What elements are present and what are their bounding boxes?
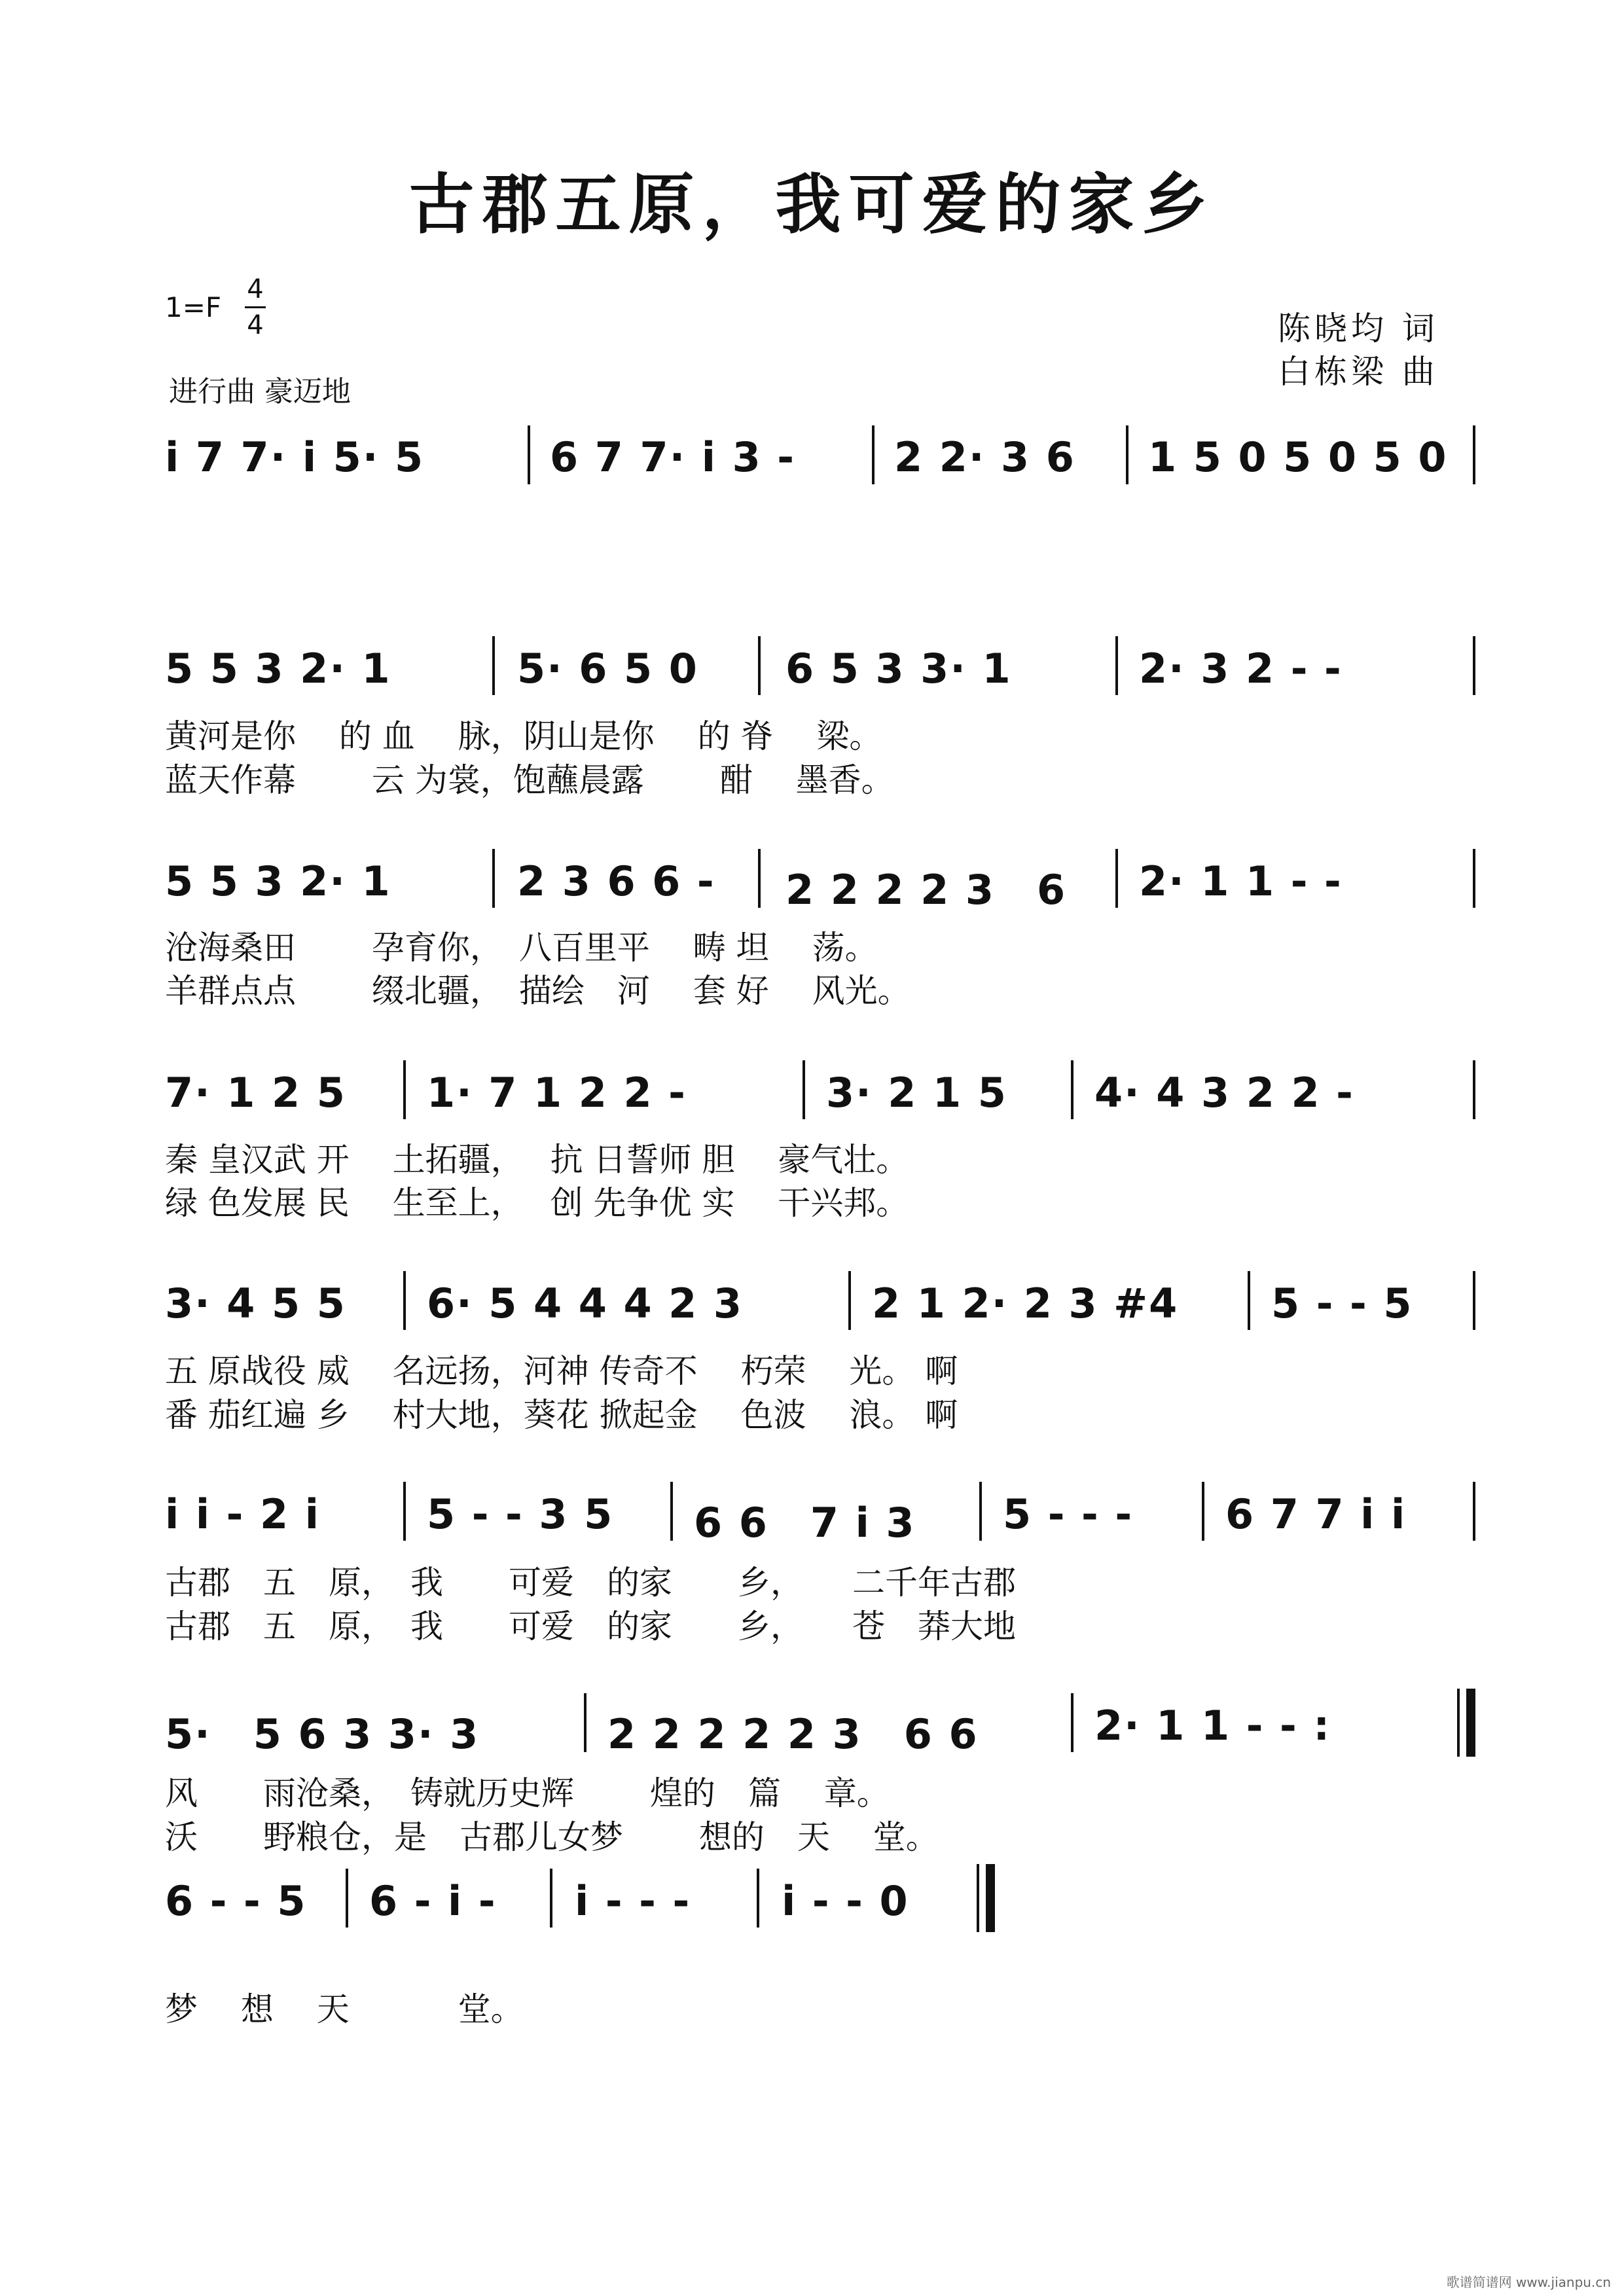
measure: 1· 7 1 2 2 -: [427, 1069, 687, 1117]
barline: [492, 636, 495, 695]
lyrics-verse-2: 羊群点点 缀北疆， 描绘 河 套 好 风光。: [165, 972, 911, 1010]
measure: 5 - - 3 5: [427, 1490, 614, 1538]
barline: [584, 1693, 586, 1752]
barline: [1473, 1060, 1475, 1119]
barline: [758, 636, 761, 695]
measure: 5 5 3 2· 1: [165, 645, 391, 692]
repeat-barline-thick: [1466, 1689, 1475, 1757]
lyrics-verse-2: 蓝天作幕 云 为裳，饱蘸晨露 酣 墨香。: [165, 761, 894, 799]
barline: [1473, 1271, 1475, 1330]
final-barline-thin: [977, 1864, 979, 1932]
measure: 2· 1 1 - -: [1139, 857, 1343, 905]
measure: 5 - - 5: [1271, 1280, 1413, 1327]
measure: 2 2 2 2 2 3 6 6: [607, 1710, 979, 1758]
barline: [1248, 1271, 1250, 1330]
composer-credit: 白栋梁 曲: [1278, 353, 1439, 391]
lyricist-credit: 陈晓均 词: [1278, 310, 1439, 348]
key-signature: 1=F: [165, 291, 222, 323]
barline: [1473, 849, 1475, 908]
barline: [1115, 849, 1118, 908]
barline: [1473, 1482, 1475, 1541]
measure: i i - 2 i: [165, 1490, 320, 1538]
measure: 2· 3 2 - -: [1139, 645, 1343, 692]
time-signature-bottom: 4: [247, 310, 264, 340]
repeat-barline-thin: [1457, 1689, 1460, 1757]
barline: [757, 1869, 759, 1928]
watermark: 歌谱简谱网 www.jianpu.cn: [1446, 2274, 1611, 2290]
measure: 1 5 0 5 0 5 0: [1148, 433, 1448, 481]
lyrics-verse-1: 古郡 五 原， 我 可爱 的家 乡， 二千年古郡: [165, 1564, 1016, 1602]
barline: [1071, 1060, 1074, 1119]
barline: [1126, 425, 1128, 484]
barline: [403, 1482, 406, 1541]
barline: [872, 425, 875, 484]
measure: 6 5 3 3· 1: [785, 645, 1012, 692]
measure: 6 7 7· i 3 -: [550, 433, 796, 481]
measure: 6 - i -: [369, 1877, 497, 1925]
song-title: 古郡五原，我可爱的家乡: [408, 166, 1216, 243]
measure: 5· 5 6 3 3· 3: [165, 1710, 480, 1758]
lyrics-verse-1: 风 雨沧桑， 铸就历史辉 煌的 篇 章。: [165, 1774, 890, 1812]
barline: [1115, 636, 1118, 695]
final-barline-thick: [986, 1864, 995, 1932]
barline: [758, 849, 761, 908]
lyrics-verse-2: 绿 色发展 民 生至上， 创 先争优 实 干兴邦。: [165, 1184, 909, 1222]
lyrics-verse-2: 番 茄红遍 乡 村大地，葵花 掀起金 色波 浪。 啊: [165, 1396, 958, 1434]
measure: 2 3 6 6 -: [517, 857, 715, 905]
lyrics-verse-1: 五 原战役 威 名远扬，河神 传奇不 朽荣 光。 啊: [165, 1352, 958, 1390]
measure: 6 7 7 i i: [1225, 1490, 1407, 1538]
measure: 2 2 2 2 3 6: [785, 866, 1067, 914]
time-signature-top: 4: [247, 274, 264, 304]
measure: 2· 1 1 - - :: [1094, 1702, 1331, 1749]
lyrics-verse-2: 古郡 五 原， 我 可爱 的家 乡， 苍 莽大地: [165, 1607, 1016, 1645]
measure: 5· 6 5 0: [517, 645, 698, 692]
measure: 2 2· 3 6: [894, 433, 1075, 481]
barline: [1473, 636, 1475, 695]
fraction-bar: [245, 306, 266, 308]
barline: [848, 1271, 851, 1330]
measure: 6 - - 5: [165, 1877, 307, 1925]
measure: i - - -: [575, 1877, 691, 1925]
lyrics-verse-1: 黄河是你 的 血 脉，阴山是你 的 脊 梁。: [165, 717, 882, 755]
barline: [528, 425, 530, 484]
barline: [1071, 1693, 1074, 1752]
barline: [346, 1869, 348, 1928]
barline: [403, 1060, 406, 1119]
measure: 6· 5 4 4 4 2 3: [427, 1280, 744, 1327]
lyrics-verse-1: 沧海桑田 孕育你， 八百里平 畴 坦 荡。: [165, 929, 878, 967]
tempo-marking: 进行曲 豪迈地: [169, 375, 351, 408]
barline: [403, 1271, 406, 1330]
barline: [550, 1869, 552, 1928]
barline: [670, 1482, 673, 1541]
measure: 4· 4 3 2 2 -: [1094, 1069, 1354, 1117]
lyrics-verse-2: 沃 野粮仓，是 古郡儿女梦 想的 天 堂。: [165, 1818, 939, 1856]
measure: 3· 4 5 5: [165, 1280, 346, 1327]
measure: 7· 1 2 5: [165, 1069, 346, 1117]
lyrics-verse-1: 秦 皇汉武 开 土拓疆， 抗 日誓师 胆 豪气壮。: [165, 1141, 909, 1179]
barline: [803, 1060, 805, 1119]
measure: 3· 2 1 5: [826, 1069, 1007, 1117]
measure: i 7 7· i 5· 5: [165, 433, 425, 481]
time-signature: [242, 274, 268, 341]
barline: [979, 1482, 982, 1541]
measure: 5 - - -: [1003, 1490, 1134, 1538]
measure: 2 1 2· 2 3 #4: [872, 1280, 1179, 1327]
measure: 6 6 7 i 3: [694, 1499, 916, 1547]
barline: [492, 849, 495, 908]
measure: i - - 0: [782, 1877, 909, 1925]
measure: 5 5 3 2· 1: [165, 857, 391, 905]
barline: [1202, 1482, 1204, 1541]
barline: [1473, 425, 1475, 484]
lyrics-verse-1: 梦 想 天 堂。: [165, 1990, 524, 2028]
